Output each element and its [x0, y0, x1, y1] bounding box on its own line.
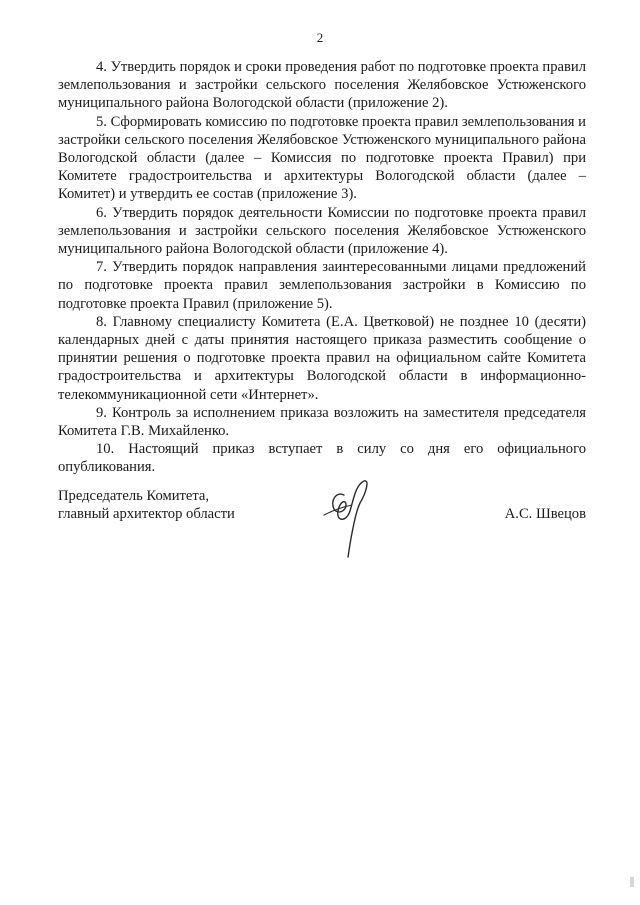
signatory-position-line2: главный архитектор области — [58, 506, 235, 523]
signatory-position — [58, 487, 235, 523]
paragraph-item-5: 5. Сформировать комиссию по подготовке проекта правил землепользования и застройки сельского поселения Желябовское Устюженского муниципального района Вологодской области (далее – Комиссия по подготовке проекта Правил) при Комитете градостроительства и архитектуры Вологодской области (далее – Комитет) и утвердить ее состав (приложение 3). — [58, 113, 586, 203]
paragraph-item-10: 10. Настоящий приказ вступает в силу со дня его официального опубликования. — [58, 441, 586, 476]
signature-block — [58, 487, 586, 577]
paragraph-item-7: 7. Утвердить порядок направления заинтересованными лицами предложений по подготовке проекта правил землепользования застройки в Комиссию по подготовке проекта Правил (приложение 5). — [58, 259, 586, 312]
scan-artifact — [630, 877, 634, 887]
signatory-position-line1: Председатель Комитета, — [58, 488, 210, 504]
paragraph-item-9: 9. Контроль за исполнением приказа возложить на заместителя председателя Комитета Г.В. Михайленко. — [58, 404, 586, 440]
paragraph-item-6: 6. Утвердить порядок деятельности Комиссии по подготовке проекта правил землепользования и застройки сельского поселения Желябовское Устюженского муниципального района Вологодской области (приложение 4). — [58, 204, 586, 258]
signatory-name: А.С. Швецов — [504, 506, 586, 522]
page-number: 2 — [316, 30, 324, 45]
document-body — [58, 58, 586, 477]
paragraph-item-8: 8. Главному специалисту Комитета (Е.А. Цветковой) не позднее 10 (десяти) календарных дней с даты принятия настоящего приказа разместить сообщение о принятии решения о подготовке проекта правил на официальном сайте Комитета градостроительства и архитектуры Вологодской области в информационно-телекоммуникационной сети «Интернет». — [58, 313, 586, 403]
paragraph-item-4: 4. Утвердить порядок и сроки проведения работ по подготовке проекта правил землепользования и застройки сельского поселения Желябовское Устюженского муниципального района Вологодской области (приложение 2). — [58, 59, 586, 112]
handwritten-signature — [316, 471, 386, 561]
